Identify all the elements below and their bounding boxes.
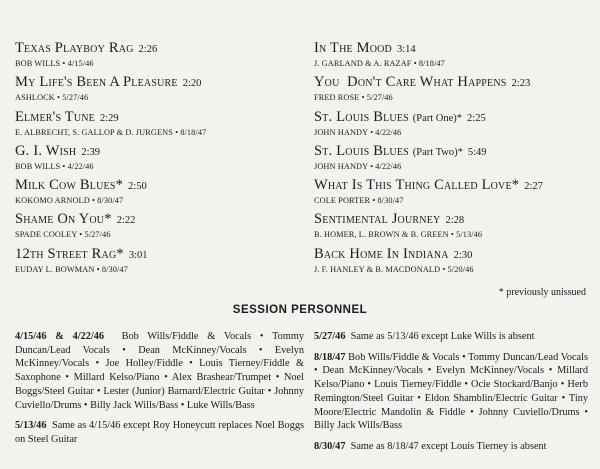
- track-title-line: [15, 177, 295, 195]
- track-title: G. I. Wish: [15, 142, 77, 159]
- session-date: 8/18/47: [314, 351, 346, 363]
- track-item: [314, 211, 594, 245]
- session-lineup: Bob Wills/Fiddle & Vocals • Tommy Duncan/Lead Vocals • Dean McKinney/Vocals • Evelyn McKinney/Vocals • Joe Holley/Fiddle • Louis Tierney/Fiddle & Saxophone • Millard Kelso/Piano • Alex Brashear/Trumpet • Noel Boggs/Steel Guitar • Lester (Junior) Barnard/Electric Guitar • Johnny Cuviello/Drums • Billy Jack Wills/Bass • Luke Wills/Bass: [15, 331, 304, 411]
- track-title: Elmer's Tune: [15, 108, 95, 125]
- track-duration: 2:23: [511, 78, 531, 90]
- track-title: Milk Cow Blues*: [15, 177, 124, 194]
- track-credit: SPADE COOLEY • 5/27/46: [15, 230, 111, 240]
- track-title: St. Louis Blues: [314, 108, 409, 125]
- track-title-line: [314, 109, 594, 127]
- track-title-line: [15, 246, 295, 264]
- track-credit: JOHN HANDY • 4/22/46: [314, 127, 402, 137]
- track-title-line: [15, 143, 295, 161]
- track-item: [15, 246, 295, 280]
- track-credit: EUDAY L. BOWMAN • 8/30/47: [15, 264, 128, 274]
- track-title: Sentimental Journey: [314, 211, 441, 228]
- track-title: My Life's Been A Pleasure: [15, 74, 178, 91]
- track-item: [15, 74, 295, 108]
- track-credit: J. GARLAND & A. RAZAF • 8/18/47: [314, 59, 445, 68]
- track-title: Texas Playboy Rag: [15, 40, 134, 56]
- track-credit: COLE PORTER • 8/30/47: [314, 196, 404, 206]
- track-title-line: [15, 211, 295, 229]
- session-entry: [15, 419, 304, 446]
- track-credit: FRED ROSE • 5/27/46: [314, 93, 393, 103]
- track-duration: 2:22: [116, 215, 136, 227]
- track-title: In The Mood: [314, 40, 392, 56]
- track-title: What Is This Thing Called Love*: [314, 177, 520, 194]
- track-duration: 2:30: [453, 249, 473, 261]
- track-duration: 2:26: [138, 44, 158, 55]
- session-date: 8/30/47: [314, 440, 346, 452]
- track-duration: 2:28: [445, 215, 465, 227]
- session-entry: [314, 330, 588, 344]
- track-item: [314, 143, 594, 177]
- track-item: [15, 143, 295, 177]
- session-date: 4/15/46 & 4/22/46: [15, 331, 105, 342]
- session-list-left: [15, 330, 304, 454]
- track-credit: JOHN HANDY • 4/22/46: [314, 161, 402, 171]
- track-item: [15, 211, 295, 245]
- track-item: [15, 40, 295, 74]
- track-duration: 2:39: [81, 146, 101, 158]
- track-item: [314, 40, 594, 74]
- session-personnel-heading: SESSION PERSONNEL: [232, 304, 368, 316]
- session-date: 5/13/46: [15, 420, 47, 432]
- track-title-line: [314, 177, 594, 195]
- session-list-right: [314, 330, 588, 461]
- track-title-line: [314, 143, 594, 161]
- track-duration: 3:14: [396, 44, 416, 55]
- session-lineup: Same as 4/15/46 except Roy Honeycutt replaces Noel Boggs on Steel Guitar: [15, 420, 304, 445]
- track-credit: ASHLOCK • 5/27/46: [15, 93, 89, 103]
- track-title: 12th Street Rag*: [15, 245, 124, 262]
- track-credit: BOB WILLS • 4/15/46: [15, 59, 94, 68]
- track-duration: 2:20: [182, 78, 202, 90]
- track-item: [314, 177, 594, 211]
- track-item: [314, 246, 594, 280]
- session-lineup: Same as 5/13/46 except Luke Wills is absent: [350, 331, 535, 342]
- track-part: (Part Two)*: [412, 146, 463, 158]
- track-title: You Don't Care What Happens: [314, 74, 507, 91]
- session-date: 5/27/46: [314, 331, 346, 342]
- track-title: St. Louis Blues: [314, 142, 409, 159]
- track-credit: E. ALBRECHT, S. GALLOP & D. JURGENS • 8/18/47: [15, 127, 207, 137]
- session-entry: [314, 440, 588, 454]
- track-title-line: [15, 74, 295, 92]
- track-title-line: [314, 246, 594, 264]
- track-item: [314, 109, 594, 143]
- track-credit: BOB WILLS • 4/22/46: [15, 161, 94, 171]
- track-title-line: [314, 40, 594, 58]
- session-lineup: Bob Wills/Fiddle & Vocals • Tommy Duncan/Lead Vocals • Dean McKinney/Vocals • Evelyn McKinney/Vocals • Millard Kelso/Piano • Louis Tierney/Fiddle • Ocie Stockard/Banjo • Herb Remington/Steel Guitar • Eldon Shamblin/Electric Guitar • Tiny Moore/Electric Mandolin & Fiddle • Johnny Cuviello/Drums • Billy Jack Wills/Bass: [314, 351, 588, 432]
- track-duration: 2:25: [467, 112, 486, 124]
- track-item: [15, 177, 295, 211]
- track-duration: 2:29: [99, 112, 119, 124]
- track-duration: 2:50: [128, 181, 147, 193]
- unissued-footnote: * previously unissued: [498, 287, 586, 298]
- track-title-line: [15, 40, 295, 58]
- track-title-line: [314, 74, 594, 92]
- track-credit: KOKOMO ARNOLD • 8/30/47: [15, 196, 124, 206]
- track-title: Shame On You*: [15, 211, 112, 228]
- track-list-right: [314, 40, 594, 280]
- track-item: [15, 109, 295, 143]
- track-title-line: [15, 109, 295, 127]
- session-lineup: Same as 8/18/47 except Louis Tierney is absent: [350, 440, 547, 452]
- track-title: Back Home In Indiana: [314, 245, 449, 262]
- track-credit: B. HOMER, L. BROWN & B. GREEN • 5/13/46: [314, 230, 483, 240]
- track-duration: 5:49: [467, 146, 487, 158]
- session-entry: [314, 351, 588, 433]
- track-duration: 3:01: [128, 249, 148, 261]
- track-list-left: [15, 40, 295, 280]
- track-part: (Part One)*: [412, 112, 463, 124]
- track-title-line: [314, 211, 594, 229]
- session-entry: [15, 330, 304, 412]
- track-credit: J. F. HANLEY & B. MACDONALD • 5/20/46: [314, 264, 474, 274]
- track-duration: 2:27: [524, 181, 543, 193]
- track-item: [314, 74, 594, 108]
